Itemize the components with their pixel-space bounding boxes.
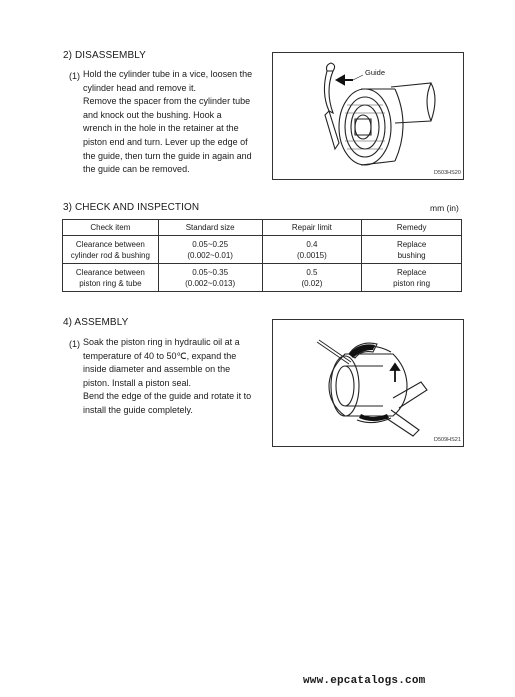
disassembly-heading: 2) DISASSEMBLY (63, 50, 146, 61)
cell-remedy: Replace piston ring (362, 264, 462, 292)
table-header-row (63, 220, 462, 236)
piston-ring-illustration (273, 320, 463, 446)
disassembly-figure (272, 52, 464, 180)
assembly-figure (272, 319, 464, 447)
assembly-heading: 4) ASSEMBLY (63, 317, 129, 328)
assembly-step-text: Soak the piston ring in hydraulic oil at a temperature of 40 to 50℃, expand the inside diameter and assemble on the piston. Install a piston seal. Bend the edge of the guide and rotate it to install the guide completely. (83, 337, 252, 415)
table-row (63, 264, 462, 292)
cell-repair-limit: 0.4 (0.0015) (262, 236, 362, 264)
table-row (63, 236, 462, 264)
assembly-step-number: (1) (69, 339, 80, 349)
cell-remedy: Replace bushing (362, 236, 462, 264)
column-header-standard-size: Standard size (158, 220, 262, 236)
guide-callout: Guide (365, 68, 386, 77)
cell-standard-size: 0.05~0.25 (0.002~0.01) (158, 236, 262, 264)
cell-check-item: Clearance between piston ring & tube (63, 264, 159, 292)
disassembly-step-text: Hold the cylinder tube in a vice, loosen the cylinder head and remove it. Remove the spacer from the cylinder tube and knock out the bushing. Hook a wrench in the hole in the retainer at the piston end and turn. Lever up the edge of the guide, then turn the guide in again and the guide can be removed. (83, 69, 253, 175)
cell-standard-size: 0.05~0.35 (0.002~0.013) (158, 264, 262, 292)
cell-repair-limit: 0.5 (0.02) (262, 264, 362, 292)
cell-check-item: Clearance between cylinder rod & bushing (63, 236, 159, 264)
column-header-remedy: Remedy (362, 220, 462, 236)
column-header-repair-limit: Repair limit (262, 220, 362, 236)
assembly-figure-code: D509HS21 (434, 437, 461, 443)
column-header-check-item: Check item (63, 220, 159, 236)
inspection-table (62, 219, 462, 292)
disassembly-step-number: (1) (69, 71, 80, 81)
footer-watermark: www.epcatalogs.com (303, 675, 426, 687)
disassembly-figure-code: D503HS20 (434, 170, 461, 176)
inspection-heading: 3) CHECK AND INSPECTION (63, 202, 200, 213)
inspection-units: mm (in) (430, 203, 459, 213)
